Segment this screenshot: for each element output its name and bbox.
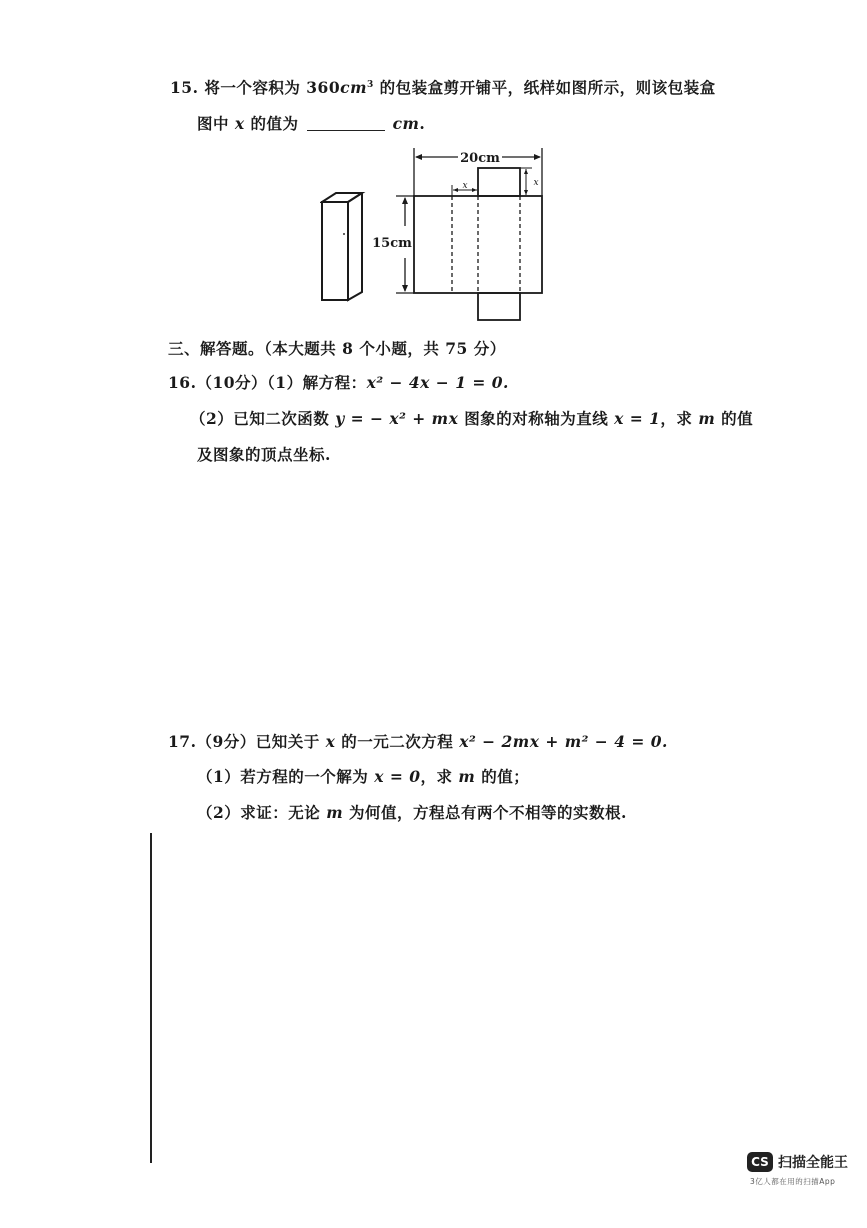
q16-line3: 及图象的顶点坐标. [197, 445, 331, 464]
q16-line2-text-d: 的值 [715, 409, 754, 428]
box-net-figure [362, 146, 552, 326]
q15-line2-var: x [234, 114, 245, 133]
q15-line1-unit: cm [340, 78, 367, 97]
q15-line2-text-b: 的值为 [244, 114, 299, 133]
q15-line2-end: . [419, 114, 426, 133]
q15-line1-text-b: 的包装盒剪开铺平，纸样如图所示，则该包装盒 [373, 78, 716, 97]
q17-part2-text-b: 为何值，方程总有两个不相等的实数根. [343, 803, 627, 822]
scanner-watermark [747, 1150, 857, 1220]
q17-equation: x² − 2mx + m² − 4 = 0. [459, 732, 668, 751]
x-label-vertical: x [533, 178, 539, 188]
q17-part1-text-c: 的值； [475, 767, 530, 786]
q16-line2-text-c: ，求 [660, 409, 699, 428]
q17-part2-text-a: （2）求证：无论 [197, 803, 327, 822]
q16-equation: x² − 4x − 1 = 0. [366, 373, 509, 392]
q16-var-m: m [698, 409, 716, 428]
q16-line2-text-b: 图象的对称轴为直线 [458, 409, 615, 428]
watermark-name: 扫描全能王 [778, 1155, 848, 1171]
q15-line2 [197, 112, 425, 134]
q16-function: y = − x² + mx [335, 409, 459, 428]
q17-part1-var: m [458, 767, 476, 786]
q17-var-x: x [325, 732, 336, 751]
q15-line2-text-a: 图中 [197, 114, 235, 133]
q16-line1 [168, 371, 509, 393]
q17-line1 [168, 730, 668, 752]
q15-line1-sup: 3 [366, 79, 374, 90]
q17-part1-text-b: ，求 [420, 767, 459, 786]
q17-part1-eq: x = 0 [374, 767, 421, 786]
cs-logo-icon: CS [747, 1152, 773, 1172]
q16-line1-text: 16.（10分）（1）解方程： [168, 373, 367, 392]
q17-part2 [197, 801, 627, 823]
q15-line1-text-a: 15. 将一个容积为 360 [170, 78, 341, 97]
x-label-horizontal: x [462, 181, 468, 191]
section-heading: 三、解答题。（本大题共 8 个小题，共 75 分） [168, 339, 506, 358]
answer-blank[interactable] [307, 116, 385, 131]
q17-line1-text-b: 的一元二次方程 [335, 732, 460, 751]
height-label: 15cm [372, 236, 412, 251]
watermark-tagline: 3亿人都在用的扫描App [750, 1177, 836, 1186]
q17-part2-var: m [326, 803, 344, 822]
width-label: 20cm [460, 151, 500, 166]
q16-line2-text-a: （2）已知二次函数 [190, 409, 336, 428]
q15-line2-unit: cm [392, 114, 420, 133]
q16-line2 [190, 407, 753, 429]
q16-axis: x = 1 [614, 409, 661, 428]
margin-line [150, 833, 152, 1163]
q17-part1-text-a: （1）若方程的一个解为 [197, 767, 375, 786]
q17-line1-text-a: 17.（9分）已知关于 [168, 732, 326, 751]
q17-part1 [197, 765, 529, 787]
q15-line1 [170, 76, 716, 98]
